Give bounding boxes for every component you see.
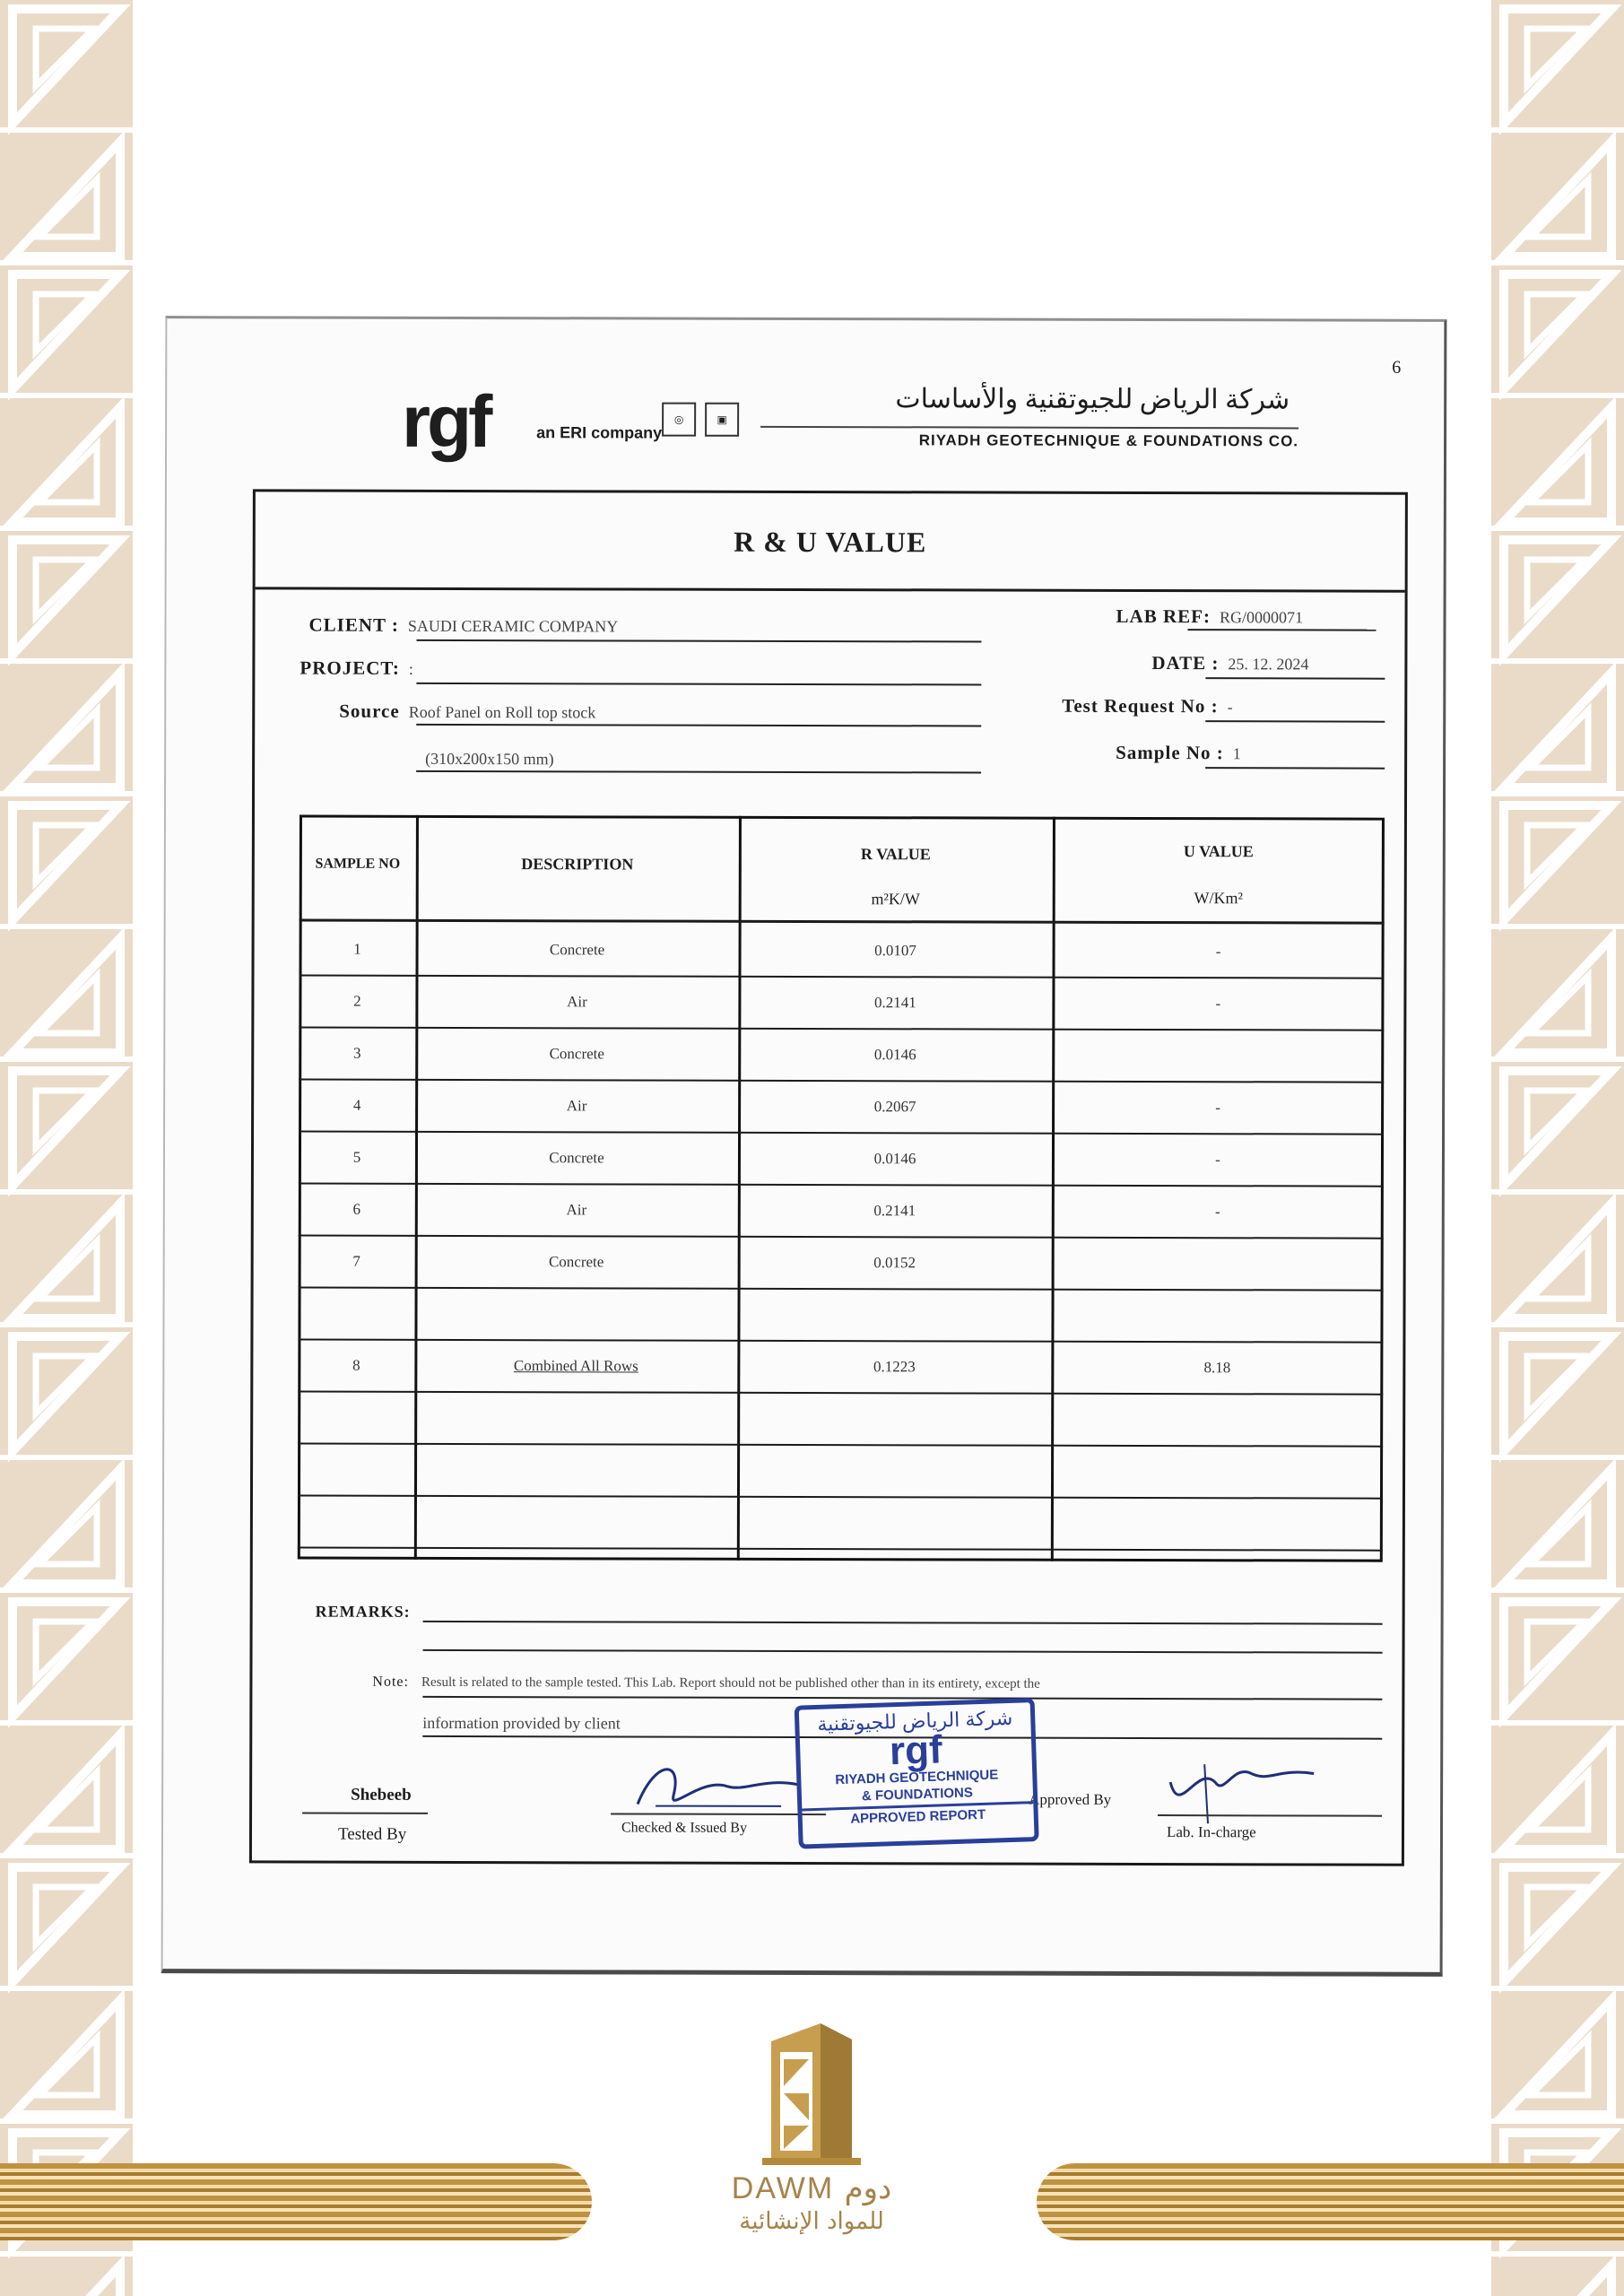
checked-by-label: Checked & Issued By — [621, 1820, 748, 1836]
company-name-english: RIYADH GEOTECHNIQUE & FOUNDATIONS CO. — [918, 431, 1299, 450]
certificate-icon: ▣ — [705, 403, 739, 437]
brand-name: DAWM دوم — [731, 2171, 892, 2205]
company-name-arabic: شركة الرياض للجيوتقنية والأساسات — [895, 384, 1290, 415]
pattern-triangle-inner — [1527, 825, 1585, 883]
scanned-report — [161, 316, 1447, 1977]
triangle-pattern-left — [0, 0, 133, 2296]
cell-description: Air — [566, 1097, 587, 1115]
cell-sample-no: 3 — [352, 1044, 361, 1062]
header-description: DESCRIPTION — [521, 855, 634, 874]
date-label: DATE : — [1151, 652, 1220, 674]
pattern-bar — [1491, 526, 1624, 531]
lab-ref-field — [1116, 605, 1304, 629]
pattern-triangle-inner — [1527, 294, 1585, 352]
cell-sample-no: 8 — [352, 1356, 360, 1374]
report-title: R & U VALUE — [734, 525, 927, 559]
client-label: CLIENT : — [308, 613, 399, 636]
source-underline — [416, 724, 981, 727]
header-r-unit: m²K/W — [871, 890, 920, 909]
pattern-triangle-inner — [1531, 976, 1588, 1033]
eri-partner-text: an ERI company — [536, 423, 663, 442]
cell-r-value: 0.0146 — [873, 1046, 916, 1064]
lab-ref-underline — [1188, 629, 1376, 631]
pattern-triangle-inner — [1531, 179, 1588, 237]
pattern-triangle-inner — [39, 2038, 97, 2095]
header-sample-no: SAMPLE NO — [315, 856, 401, 872]
pattern-bar — [0, 2251, 133, 2257]
pattern-bar — [0, 1853, 133, 1858]
cell-u-value: - — [1215, 995, 1221, 1013]
project-value: : — [408, 659, 413, 678]
pattern-bar — [0, 1455, 133, 1460]
note-text-line2: information provided by client — [422, 1713, 621, 1733]
accreditation-badges — [662, 403, 748, 437]
report-frame — [249, 489, 1408, 1866]
pattern-bar — [0, 658, 133, 664]
date-value: 25. 12. 2024 — [1228, 655, 1309, 674]
pattern-bar — [0, 1189, 133, 1195]
page-number: 6 — [1392, 357, 1402, 378]
pattern-bar — [1491, 658, 1624, 664]
pattern-bar — [1491, 1587, 1624, 1593]
cell-u-value: - — [1214, 1203, 1220, 1221]
lab-ref-label: LAB REF: — [1116, 604, 1211, 628]
cell-description: Air — [566, 1201, 587, 1219]
header-u-value: U VALUE — [1183, 842, 1254, 861]
cell-r-value: 0.2067 — [873, 1098, 916, 1116]
pattern-triangle-inner — [36, 294, 93, 352]
pattern-bar — [1491, 2118, 1624, 2124]
cell-sample-no: 2 — [353, 992, 361, 1010]
footer-stripe-left — [0, 2163, 592, 2240]
cell-r-value: 0.0146 — [873, 1150, 916, 1168]
cell-u-value: 8.18 — [1203, 1359, 1231, 1377]
note-line — [422, 1696, 1382, 1700]
test-request-underline — [1205, 720, 1385, 723]
pattern-bar — [0, 260, 133, 265]
size-field — [416, 747, 554, 770]
lab-ref-value: RG/0000071 — [1219, 608, 1304, 627]
pattern-bar — [0, 2118, 133, 2124]
pattern-bar — [0, 791, 133, 796]
client-underline — [416, 639, 981, 643]
pattern-triangle-inner — [1527, 560, 1585, 617]
pattern-bar — [0, 526, 133, 531]
pattern-triangle — [1504, 2266, 1611, 2296]
pattern-triangle-inner — [1531, 710, 1588, 768]
sample-no-label: Sample No : — [1116, 741, 1224, 764]
cell-description: Concrete — [548, 1253, 604, 1271]
pattern-bar — [1491, 1057, 1624, 1062]
cell-description: Air — [567, 993, 587, 1011]
lab-incharge-label: Lab. In-charge — [1166, 1823, 1256, 1841]
date-field — [1151, 652, 1308, 674]
pattern-triangle-inner — [1531, 1241, 1588, 1299]
test-request-field — [1062, 695, 1232, 718]
cell-u-value: - — [1215, 1151, 1220, 1169]
cell-r-value: 0.0107 — [874, 942, 916, 960]
source-label: Source — [339, 700, 400, 722]
project-field — [300, 657, 413, 680]
cell-sample-no: 1 — [353, 940, 361, 958]
cell-u-value: - — [1215, 943, 1221, 961]
pattern-triangle-inner — [1527, 1091, 1585, 1148]
pattern-triangle-inner — [39, 1772, 97, 1830]
remarks-field — [316, 1603, 411, 1622]
pattern-triangle-inner — [1531, 1507, 1588, 1564]
client-value: SAUDI CERAMIC COMPANY — [407, 616, 619, 636]
pattern-triangle-inner — [36, 1887, 93, 1944]
triangle-pattern-right — [1491, 0, 1624, 2296]
results-table — [298, 815, 1385, 1562]
pattern-bar — [1491, 1322, 1624, 1327]
pattern-bar — [1491, 924, 1624, 929]
pattern-bar — [1491, 1720, 1624, 1726]
stamp-line-2: & FOUNDATIONS — [861, 1785, 974, 1805]
pattern-bar — [0, 1720, 133, 1726]
cell-sample-no: 5 — [352, 1148, 361, 1166]
project-underline — [416, 683, 981, 686]
pattern-bar — [1491, 127, 1624, 133]
cell-sample-no: 7 — [352, 1252, 360, 1270]
remarks-label: REMARKS: — [315, 1602, 411, 1621]
stamp-approved: APPROVED REPORT — [802, 1801, 1034, 1828]
pattern-bar — [1491, 1853, 1624, 1858]
tested-by-line — [302, 1813, 428, 1814]
pattern-triangle-inner — [1531, 445, 1588, 502]
stamp-arabic: شركة الرياض للجيوتقنية — [816, 1706, 1013, 1735]
pattern-bar — [0, 1986, 133, 1991]
note-field — [372, 1674, 1039, 1692]
pattern-bar — [0, 393, 133, 398]
header-u-unit: W/Km² — [1194, 889, 1243, 908]
note-text-line1: Result is related to the sample tested. This Lab. Report should not be published other than in its entirety, except the — [421, 1674, 1040, 1692]
pattern-bar — [0, 924, 133, 929]
source-field — [339, 700, 595, 724]
cell-r-value: 0.2141 — [873, 1202, 916, 1220]
test-request-label: Test Request No : — [1062, 694, 1219, 718]
pattern-triangle-inner — [1527, 1622, 1585, 1679]
note-label: Note: — [372, 1674, 410, 1690]
pattern-bar — [1491, 260, 1624, 265]
pattern-triangle-inner — [1527, 29, 1585, 86]
cell-sample-no: 6 — [352, 1200, 361, 1218]
source-value: Roof Panel on Roll top stock — [408, 702, 596, 722]
cell-r-value: 0.2141 — [874, 994, 916, 1012]
letterhead — [402, 378, 1316, 462]
cell-description: Concrete — [549, 941, 605, 959]
pattern-triangle-inner — [1531, 1772, 1588, 1830]
cell-r-value: 0.1223 — [873, 1358, 916, 1376]
test-request-value: - — [1227, 698, 1233, 717]
pattern-triangle-inner — [36, 1622, 93, 1679]
client-field — [308, 614, 618, 638]
approval-stamp — [795, 1698, 1039, 1849]
pattern-triangle-inner — [39, 976, 97, 1033]
pattern-triangle-inner — [39, 1241, 97, 1299]
pattern-triangle-inner — [1527, 1887, 1585, 1944]
sample-no-underline — [1205, 767, 1385, 770]
size-value: (310x200x150 mm) — [425, 749, 554, 769]
pattern-triangle-inner — [36, 29, 93, 86]
accreditation-icon: ◎ — [662, 403, 696, 437]
pattern-triangle-inner — [1527, 1356, 1585, 1413]
pattern-bar — [1491, 1455, 1624, 1460]
cell-description: Combined All Rows — [513, 1357, 638, 1375]
header-r-value: R VALUE — [860, 845, 931, 864]
pattern-triangle-inner — [36, 1091, 93, 1148]
pattern-triangle-inner — [39, 179, 97, 237]
table-border — [298, 815, 1385, 1562]
pattern-bar — [1491, 1986, 1624, 1991]
date-underline — [1205, 677, 1385, 680]
stamp-line-1: RIYADH GEOTECHNIQUE — [835, 1767, 999, 1788]
decorative-pattern-left — [0, 0, 133, 2296]
checker-signature — [629, 1750, 808, 1822]
pattern-triangle-inner — [36, 1356, 93, 1413]
pattern-bar — [1491, 393, 1624, 398]
note-field-2 — [422, 1714, 621, 1734]
pattern-triangle-inner — [39, 710, 97, 768]
remarks-line-2 — [423, 1649, 1383, 1654]
pattern-bar — [0, 127, 133, 133]
pattern-triangle-inner — [39, 1507, 97, 1564]
rgf-logo: rgf — [401, 380, 490, 464]
cell-description: Concrete — [549, 1149, 604, 1167]
letterhead-rule — [760, 426, 1298, 430]
remarks-line — [423, 1621, 1383, 1625]
stamp-logo: rgf — [889, 1727, 943, 1774]
brand-tagline: للمواد الإنشائية — [739, 2208, 884, 2235]
tested-by-name: Shebeeb — [351, 1785, 412, 1805]
cell-u-value: - — [1215, 1099, 1220, 1117]
cell-sample-no: 4 — [352, 1096, 361, 1114]
pattern-triangle-inner — [36, 825, 93, 883]
size-underline — [416, 770, 981, 774]
pattern-triangle-inner — [36, 560, 93, 617]
approved-by-label: Approved By — [1029, 1790, 1112, 1808]
title-box — [256, 491, 1405, 592]
pattern-triangle-inner — [39, 445, 97, 502]
decorative-pattern-right — [1491, 0, 1624, 2296]
sample-no-field — [1116, 742, 1241, 764]
pattern-bar — [0, 1057, 133, 1062]
footer-stripe-right — [1037, 2163, 1624, 2240]
sample-no-value: 1 — [1232, 744, 1241, 763]
cell-r-value: 0.0152 — [873, 1254, 916, 1272]
pattern-triangle-inner — [1531, 2038, 1588, 2095]
pattern-bar — [1491, 1189, 1624, 1195]
pattern-bar — [0, 1322, 133, 1327]
pattern-triangle — [13, 2266, 120, 2296]
cell-description: Concrete — [549, 1045, 604, 1063]
pattern-bar — [1491, 2251, 1624, 2257]
tested-by-label: Tested By — [337, 1824, 407, 1844]
project-label: PROJECT: — [300, 657, 400, 679]
pattern-bar — [0, 1587, 133, 1593]
pattern-bar — [1491, 791, 1624, 796]
